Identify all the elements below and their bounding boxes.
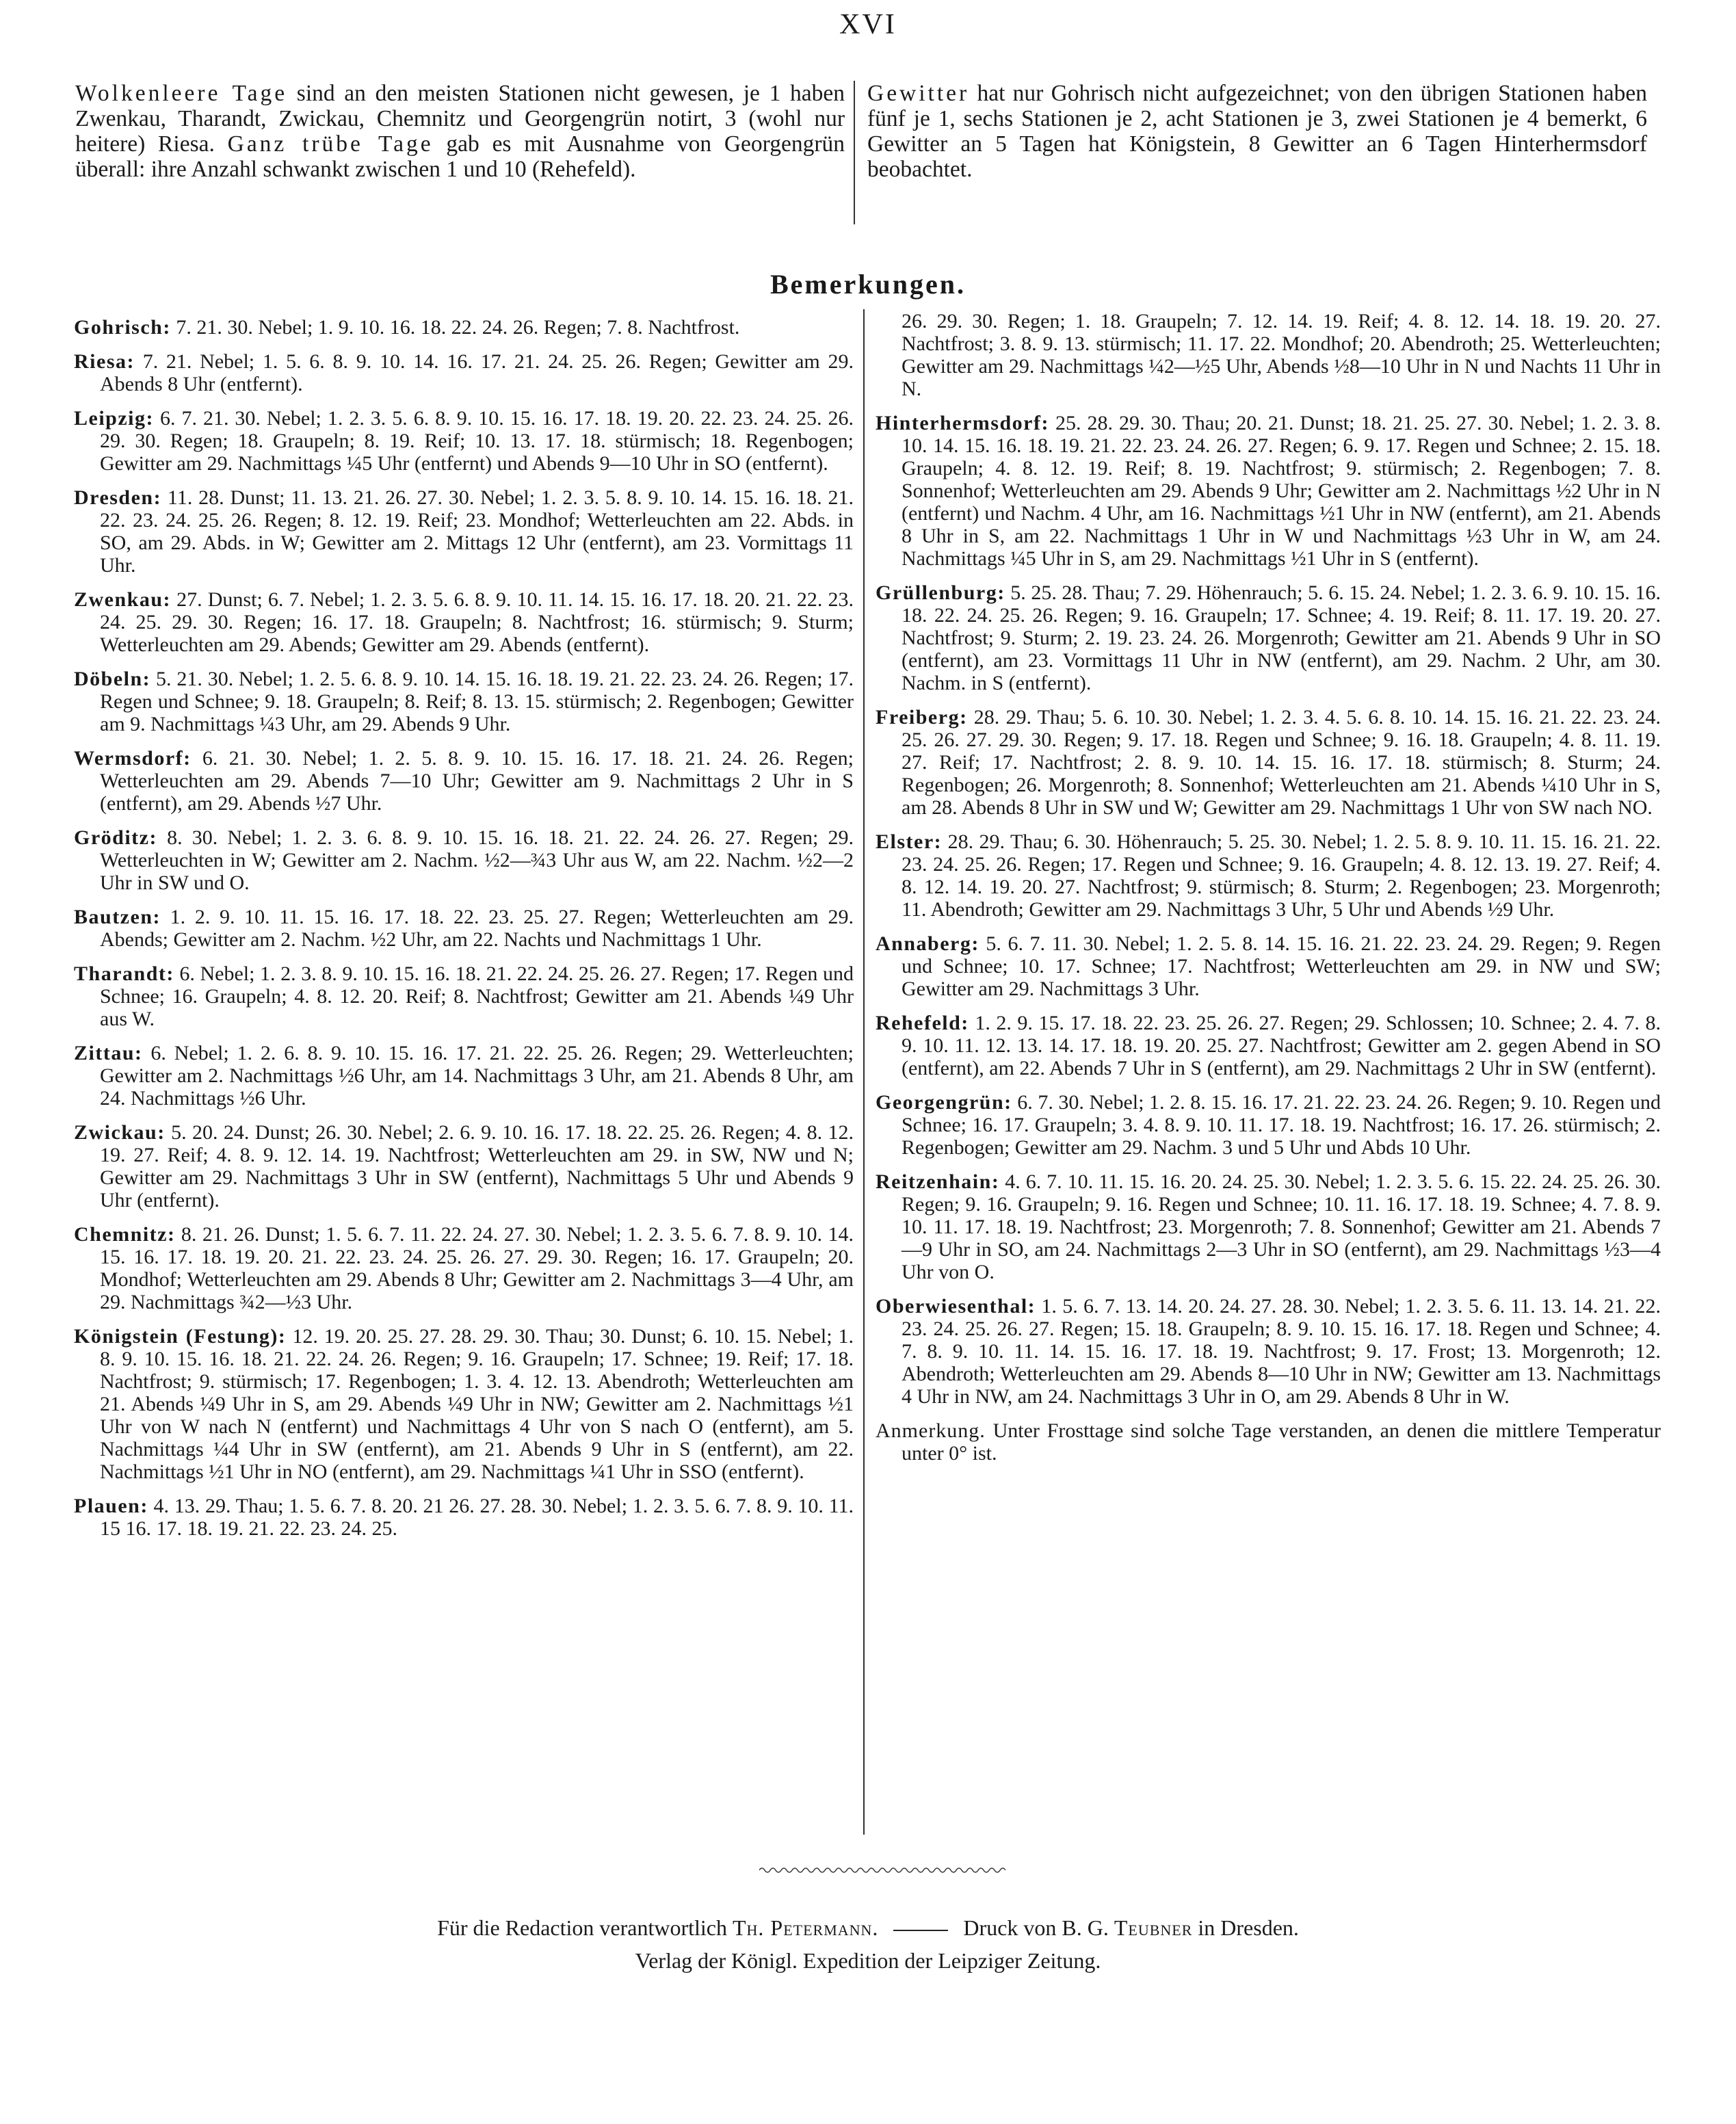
- station-name: Zwenkau:: [74, 588, 172, 611]
- station-remark-text: 1. 2. 9. 10. 11. 15. 16. 17. 18. 22. 23. 25. 27. Regen; Wetterleuchten am 29. Abends; Gewitter am 2. Nachm. ½2 Uhr, am 22. Nachts und Nachmittags 1 Uhr.: [100, 906, 854, 951]
- station-remark-text: 4. 6. 7. 10. 11. 15. 16. 20. 24. 25. 30. Nebel; 1. 2. 3. 5. 6. 15. 22. 24. 25. 26. 30. Regen; 9. 16. Graupeln; 9. 16. Regen und Schnee; 10. 11. 16. 17. 18. 19. Schnee; 4. 7. 8. 9. 10. 11. 17. 18. 19. Nachtfrost; 23. Morgenroth; 7. 8. Sonnenhof; Gewitter am 21. Abends 7—9 Uhr in SO, am 24. Nachmittags 2—3 Uhr in SO (entfernt), am 29. Nachmittags ½3—4 Uhr von O.: [902, 1170, 1661, 1283]
- station-name: Gohrisch:: [74, 316, 171, 339]
- remark-continuation: 26. 29. 30. Regen; 1. 18. Graupeln; 7. 12. 14. 19. Reif; 4. 8. 12. 14. 18. 19. 20. 27. Nachtfrost; 3. 8. 9. 13. stürmisch; 11. 17. 22. Mondhof; 20. Abendroth; 25. Wetterleuchten; Gewitter am 29. Nachmittags ¼2—½5 Uhr, Abends ½8—10 Uhr in N und Nachts 11 Uhr in N.: [902, 310, 1661, 400]
- station-remark-text: 28. 29. Thau; 5. 6. 10. 30. Nebel; 1. 2. 3. 4. 5. 6. 8. 10. 14. 15. 16. 21. 22. 23. 24. 25. 26. 27. 29. 30. Regen; 9. 17. 18. Regen und Schnee; 9. 16. 18. Graupeln; 4. 8. 11. 19. 27. Reif; 17. Nachtfrost; 2. 8. 9. 10. 14. 15. 16. 17. 18. stürmisch; 8. Sturm; 24. Regenbogen; 26. Morgenroth; 8. Sonnenhof; Wetterleuchten am 21. Abends ¼10 Uhr in S, am 28. Abends 8 Uhr in SW und W; Gewitter am 29. Nachmittags 1 Uhr von SW nach NO.: [902, 706, 1661, 819]
- footer-printer-label: Druck von B. G.: [963, 1915, 1109, 1940]
- station-remark: [74, 668, 854, 735]
- remarks-right-column: [876, 310, 1661, 1476]
- remarks-column-divider: [863, 309, 865, 1835]
- station-name: Freiberg:: [876, 706, 968, 729]
- station-remark-text: 1. 2. 9. 15. 17. 18. 22. 23. 25. 26. 27. Regen; 29. Schlossen; 10. Schnee; 2. 4. 7. 8. 9. 10. 11. 12. 13. 14. 17. 18. 19. 20. 25. 27. Nachtfrost; Gewitter am 2. gegen Abend in SO (entfernt), am 22. Abends 7 Uhr in S (entfernt), am 29. Nachmittags 2 Uhr in SW (entfernt).: [902, 1012, 1661, 1079]
- station-name: Hinterhermsdorf:: [876, 412, 1049, 434]
- station-name: Elster:: [876, 830, 943, 853]
- station-remark-text: 8. 30. Nebel; 1. 2. 3. 6. 8. 9. 10. 15. 16. 18. 21. 22. 24. 26. 27. Regen; 29. Wetterleuchten in W; Gewitter am 2. Nachm. ½2—¾3 Uhr aus W, am 22. Nachm. ½2—2 Uhr in SW und O.: [100, 826, 854, 894]
- station-remark: [74, 350, 854, 395]
- station-remark: [74, 316, 854, 339]
- station-remark-text: 28. 29. Thau; 6. 30. Höhenrauch; 5. 25. 30. Nebel; 1. 2. 5. 8. 9. 10. 11. 15. 16. 21. 22. 23. 24. 25. 26. Regen; 17. Regen und Schnee; 9. 16. Graupeln; 4. 8. 12. 13. 19. 27. Reif; 4. 8. 12. 14. 19. 20. 27. Nachtfrost; 9. stürmisch; 8. Sturm; 2. Regenbogen; 23. Morgenroth; 11. Abendroth; Gewitter am 29. Nachmittags 3 Uhr, 5 Uhr und Abends ½9 Uhr.: [902, 830, 1661, 921]
- station-remark: [876, 1091, 1661, 1159]
- intro-left-paragraph: [75, 81, 845, 182]
- station-remark-text: 1. 5. 6. 7. 13. 14. 20. 24. 27. 28. 30. Nebel; 1. 2. 3. 5. 6. 11. 13. 14. 21. 22. 23. 24. 25. 26. 27. Regen; 15. 18. Graupeln; 8. 9. 10. 15. 16. 17. 18. Regen und Schnee; 4. 7. 8. 9. 10. 11. 14. 15. 16. 17. 18. 19. Nachtfrost; 9. 17. Frost; 13. Morgenroth; 12. Abendroth; Wetterleuchten am 29. Abends 8—10 Uhr in NW; Gewitter am 13. Nachmittags 4 Uhr in NW, am 24. Nachmittags 3 Uhr in O, am 29. Abends 8 Uhr in W.: [902, 1295, 1661, 1408]
- station-remark-text: 25. 28. 29. 30. Thau; 20. 21. Dunst; 18. 21. 25. 27. 30. Nebel; 1. 2. 3. 8. 10. 14. 15. 16. 18. 19. 21. 22. 23. 24. 26. 27. Regen; 6. 9. 17. Regen und Schnee; 2. 15. 18. Graupeln; 4. 8. 12. 19. Reif; 8. 19. Nachtfrost; 9. stürmisch; 2. Regenbogen; 7. 8. Sonnenhof; Wetterleuchten am 29. Abends 9 Uhr; Gewitter am 2. Nachmittags ½2 Uhr in N (entfernt) und Nachm. 4 Uhr, am 16. Nachmittags ½1 Uhr in NW (entfernt), am 21. Abends 8 Uhr in S, am 22. Nachmittags 1 Uhr in W und Nachmittags ½3 Uhr in W, am 24. Nachmittags ¼5 Uhr in S, am 29. Nachmittags ½1 Uhr in S (entfernt).: [902, 412, 1661, 570]
- remarks-left-column: [74, 316, 854, 1551]
- station-remark-text: 6. 21. 30. Nebel; 1. 2. 5. 8. 9. 10. 15. 16. 17. 18. 21. 24. 26. Regen; Wetterleuchten am 29. Abends 7—10 Uhr; Gewitter am 9. Nachmittags 2 Uhr in S (entfernt), am 29. Abends ½7 Uhr.: [100, 747, 854, 815]
- intro-term-overcast-days: Ganz trübe Tage: [227, 131, 434, 157]
- station-remark: [74, 747, 854, 815]
- station-remark: [74, 407, 854, 475]
- note-text: Unter Frosttage sind solche Tage verstanden, an denen die mittlere Temperatur unter 0° ist.: [902, 1419, 1661, 1465]
- intro-text-cloudless-days: sind an den meisten Stationen nicht gewesen, je 1 haben Zwenkau, Tharandt, Zwickau, Chemnitz und Georgengrün notirt, 3 (wohl nur heitere) Riesa.: [75, 81, 845, 157]
- station-remark-text: 27. Dunst; 6. 7. Nebel; 1. 2. 3. 5. 6. 8. 9. 10. 11. 14. 15. 16. 17. 18. 20. 21. 22. 23. 24. 25. 29. 30. Regen; 16. 17. 18. Graupeln; 8. Nachtfrost; 16. stürmisch; 9. Sturm; Wetterleuchten am 29. Abends; Gewitter am 29. Abends (entfernt).: [100, 588, 854, 656]
- station-name: Bautzen:: [74, 906, 161, 928]
- station-remark-text: 7. 21. Nebel; 1. 5. 6. 8. 9. 10. 14. 16. 17. 21. 24. 25. 26. Regen; Gewitter am 29. Abends 8 Uhr (entfernt).: [100, 350, 854, 395]
- station-remark-text: 6. 7. 30. Nebel; 1. 2. 8. 15. 16. 17. 21. 22. 23. 24. 26. Regen; 9. 10. Regen und Schnee; 16. 17. Graupeln; 3. 4. 8. 9. 10. 11. 17. 18. 19. Nachtfrost; 16. 17. 26. stürmisch; 2. Regenbogen; Gewitter am 29. Nachm. 3 und 5 Uhr und Abds 10 Uhr.: [902, 1091, 1661, 1159]
- station-remark-text: 6. 7. 21. 30. Nebel; 1. 2. 3. 5. 6. 8. 9. 10. 15. 16. 17. 18. 19. 20. 22. 23. 24. 25. 26. 29. 30. Regen; 18. Graupeln; 8. 19. Reif; 10. 13. 17. 18. stürmisch; 18. Regenbogen; Gewitter am 29. Nachmittags ¼5 Uhr (entfernt) und Abends 9—10 Uhr in SO (entfernt).: [100, 407, 854, 475]
- remark-note: [876, 1419, 1661, 1465]
- station-remark: [74, 1495, 854, 1540]
- intro-text-overcast-days: gab es mit Ausnahme von Georgengrün überall: ihre Anzahl schwankt zwischen 1 und 10 (Rehefeld).: [75, 131, 845, 182]
- station-remark: [74, 1121, 854, 1211]
- station-name: Reitzenhain:: [876, 1170, 1000, 1193]
- remarks-right-entries: [876, 412, 1661, 1408]
- station-remark: [876, 932, 1661, 1000]
- station-remark-text: 5. 25. 28. Thau; 7. 29. Höhenrauch; 5. 6. 15. 24. Nebel; 1. 2. 3. 6. 9. 10. 15. 16. 18. 22. 24. 25. 26. Regen; 9. 16. Graupeln; 17. Schnee; 4. 19. Reif; 8. 11. 17. 19. 20. 27. Nachtfrost; 9. Sturm; 2. 19. 23. 24. 26. Morgenroth; Gewitter am 21. Abends 9 Uhr in SO (entfernt), am 23. Vormittags 11 Uhr in NW (entfernt), am 29. Nachm. 2 Uhr, am 30. Nachm. in S (entfernt).: [902, 581, 1661, 694]
- station-name: Riesa:: [74, 350, 135, 373]
- ornamental-rule: [759, 1866, 1005, 1874]
- intro-column-divider: [854, 81, 855, 224]
- station-remark: [876, 581, 1661, 694]
- station-remark: [74, 486, 854, 577]
- station-remark: [74, 826, 854, 894]
- station-remark: [74, 1325, 854, 1483]
- station-remark-text: 7. 21. 30. Nebel; 1. 9. 10. 16. 18. 22. 24. 26. Regen; 7. 8. Nachtfrost.: [170, 316, 740, 339]
- station-name: Oberwiesenthal:: [876, 1295, 1036, 1317]
- station-remark: [74, 906, 854, 951]
- station-name: Rehefeld:: [876, 1012, 969, 1034]
- footer-imprint: [0, 1915, 1736, 1941]
- station-remark-text: 6. Nebel; 1. 2. 6. 8. 9. 10. 15. 16. 17. 21. 22. 25. 26. Regen; 29. Wetterleuchten; Gewitter am 2. Nachmittags ½6 Uhr, am 14. Nachmittags 3 Uhr, am 21. Abends 8 Uhr, am 24. Nachmittags ½6 Uhr.: [100, 1042, 854, 1110]
- footer-printer-name: Teubner: [1114, 1915, 1193, 1940]
- station-name: Plauen:: [74, 1495, 148, 1517]
- footer-printer-place: in Dresden.: [1198, 1915, 1299, 1940]
- station-remark: [876, 1170, 1661, 1283]
- station-name: Königstein (Festung):: [74, 1325, 287, 1348]
- station-remark: [876, 1012, 1661, 1079]
- station-name: Döbeln:: [74, 668, 151, 690]
- station-name: Georgengrün:: [876, 1091, 1012, 1114]
- station-remark-text: 8. 21. 26. Dunst; 1. 5. 6. 7. 11. 22. 24. 27. 30. Nebel; 1. 2. 3. 5. 6. 7. 8. 9. 10. 14. 15. 16. 17. 18. 19. 20. 21. 22. 23. 24. 25. 26. 27. 29. 30. Regen; 16. 17. Graupeln; 20. Mondhof; Wetterleuchten am 29. Abends 8 Uhr; Gewitter am 2. Nachmittags 3—4 Uhr, am 29. Nachmittags ¾2—½3 Uhr.: [100, 1223, 854, 1313]
- station-remark: [74, 962, 854, 1030]
- station-name: Wermsdorf:: [74, 747, 192, 770]
- station-remark: [876, 706, 1661, 819]
- footer-editor-label: Für die Redaction verantwortlich: [437, 1915, 727, 1940]
- station-remark-text: 11. 28. Dunst; 11. 13. 21. 26. 27. 30. Nebel; 1. 2. 3. 5. 8. 9. 10. 14. 15. 16. 18. 21. 22. 23. 24. 25. 26. Regen; 8. 12. 19. Reif; 23. Mondhof; Wetterleuchten am 22. Abds. in SO, am 29. Abds. in W; Gewitter am 2. Mittags 12 Uhr (entfernt), am 23. Vormittags 11 Uhr.: [100, 486, 854, 577]
- station-remark: [876, 830, 1661, 921]
- station-name: Tharandt:: [74, 962, 174, 985]
- station-remark: [876, 412, 1661, 570]
- intro-right-paragraph: [867, 81, 1647, 182]
- station-name: Zwickau:: [74, 1121, 166, 1144]
- station-remark-text: 5. 20. 24. Dunst; 26. 30. Nebel; 2. 6. 9. 10. 16. 17. 18. 22. 25. 26. Regen; 4. 8. 12. 19. 27. Reif; 4. 8. 9. 12. 14. 19. Nachtfrost; Wetterleuchten am 29. in SW, NW und N; Gewitter am 29. Nachmittags 3 Uhr in SW (entfernt), Nachmittags 5 Uhr und Abends 9 Uhr (entfernt).: [100, 1121, 854, 1211]
- footer-publisher: Verlag der Königl. Expedition der Leipziger Zeitung.: [635, 1948, 1101, 1973]
- footer-dash: [893, 1930, 948, 1931]
- station-remark: [74, 1223, 854, 1313]
- station-name: Chemnitz:: [74, 1223, 176, 1246]
- station-remark-text: 5. 21. 30. Nebel; 1. 2. 5. 6. 8. 9. 10. 14. 15. 16. 18. 19. 21. 22. 23. 24. 26. Regen; 17. Regen und Schnee; 9. 18. Graupeln; 8. Reif; 8. 13. 15. stürmisch; 2. Regenbogen; Gewitter am 9. Nachmittags ¼3 Uhr, am 29. Abends 9 Uhr.: [100, 668, 854, 735]
- station-remark-text: 12. 19. 20. 25. 27. 28. 29. 30. Thau; 30. Dunst; 6. 10. 15. Nebel; 1. 8. 9. 10. 15. 16. 18. 21. 22. 24. 26. Regen; 9. 16. Graupeln; 17. Schnee; 19. Reif; 17. 18. Nachtfrost; 9. stürmisch; 17. Regenbogen; 1. 3. 4. 12. 13. Abendroth; Wetterleuchten am 21. Abends ¼9 Uhr in S, am 29. Abends ¼9 Uhr in NW; Gewitter am 2. Nachmittags ½1 Uhr von W nach N (entfernt) und Nachmittags 4 Uhr von S nach O (entfernt), am 5. Nachmittags ¼4 Uhr in SW (entfernt), am 21. Abends 9 Uhr in S (entfernt), am 22. Nachmittags ½1 Uhr in NO (entfernt), am 29. Nachmittags ¼1 Uhr in SSO (entfernt).: [100, 1325, 854, 1483]
- station-remark-text: 5. 6. 7. 11. 30. Nebel; 1. 2. 5. 8. 14. 15. 16. 21. 22. 23. 24. 29. Regen; 9. Regen und Schnee; 10. 17. Schnee; 17. Nachtfrost; Wetterleuchten am 29. in NW und SW; Gewitter am 29. Nachmittags 3 Uhr.: [902, 932, 1661, 1000]
- station-name: Annaberg:: [876, 932, 979, 955]
- station-name: Zittau:: [74, 1042, 143, 1064]
- station-name: Leipzig:: [74, 407, 154, 430]
- station-name: Dresden:: [74, 486, 162, 509]
- note-label: Anmerkung.: [876, 1419, 986, 1442]
- station-name: Grüllenburg:: [876, 581, 1005, 604]
- intro-term-cloudless-days: Wolkenleere Tage: [75, 81, 288, 106]
- intro-term-thunderstorms: Gewitter: [867, 81, 970, 106]
- station-remark: [74, 588, 854, 656]
- section-heading: Bemerkungen.: [770, 269, 966, 300]
- station-remark: [876, 1295, 1661, 1408]
- station-remark-text: 4. 13. 29. Thau; 1. 5. 6. 7. 8. 20. 21 26. 27. 28. 30. Nebel; 1. 2. 3. 5. 6. 7. 8. 9. 10. 11. 15 16. 17. 18. 19. 21. 22. 23. 24. 25.: [100, 1495, 854, 1540]
- page-number: XVI: [839, 9, 897, 40]
- station-remark: [74, 1042, 854, 1110]
- footer-editor-name: Th. Petermann.: [732, 1915, 879, 1940]
- station-remark-text: 6. Nebel; 1. 2. 3. 8. 9. 10. 15. 16. 18. 21. 22. 24. 25. 26. 27. Regen; 17. Regen und Schnee; 16. Graupeln; 4. 8. 12. 20. Reif; 8. Nachtfrost; Gewitter am 21. Abends ¼9 Uhr aus W.: [100, 962, 854, 1030]
- intro-text-thunderstorms: hat nur Gohrisch nicht aufgezeichnet; von den übrigen Stationen haben fünf je 1, sechs Stationen je 2, acht Stationen je 3, zwei Stationen je 4 bemerkt, 6 Gewitter an 5 Tagen hat Königstein, 8 Gewitter an 6 Tagen Hinterhermsdorf beobachtet.: [867, 81, 1647, 182]
- station-name: Gröditz:: [74, 826, 157, 849]
